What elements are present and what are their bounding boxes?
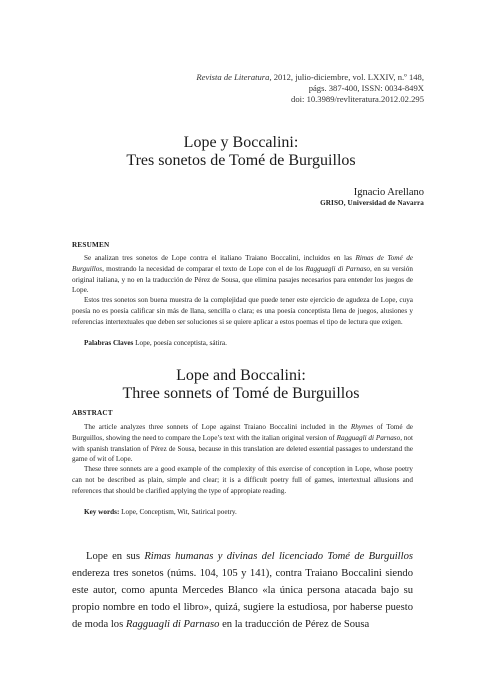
english-title-line-2: Three sonnets of Tomé de Burguillos <box>122 385 360 402</box>
article-title-line-1: Lope y Boccalini: <box>183 134 299 151</box>
journal-doi: doi: 10.3989/revliteratura.2012.02.295 <box>291 94 424 104</box>
abstract-heading: ABSTRACT <box>72 409 113 417</box>
work-title: Ragguagli di Parnaso <box>336 433 401 442</box>
keywords-text: Lope, poesía conceptista, sátira. <box>133 339 227 347</box>
keywords-text: Lope, Conceptism, Wit, Satirical poetry. <box>119 508 237 516</box>
work-title: Ragguagli di Parnaso <box>305 264 370 273</box>
journal-citation-line-1 <box>196 72 424 83</box>
work-title: Rhymes <box>350 423 374 431</box>
keywords-label: Palabras Claves <box>84 339 134 347</box>
keywords-label: Key words: <box>84 508 120 516</box>
journal-pages-issn: págs. 387-400, ISSN: 0034-849X <box>308 83 424 93</box>
journal-issue: 2012, julio-diciembre, vol. LXXIV, n.º 148, <box>271 72 424 82</box>
journal-name: Revista de Literatura, <box>196 72 272 82</box>
article-title-line-2: Tres sonetos de Tomé de Burguillos <box>126 152 356 169</box>
work-title: Ragguagli di Parnaso <box>125 619 220 630</box>
author-name: Ignacio Arellano <box>353 187 424 198</box>
abstract-paragraph-2: These three sonnets are a good example of the complexity of this exercise of conception in Lope, whose poetry can not be described as plain, simple and clear; it is a difficult poetry full of games, intertextual allusions and references that should be clarified applying the type of appropiate reading. <box>72 465 413 495</box>
resumen-keywords <box>72 338 412 348</box>
work-title: Rimas humanas y divinas del licenciado Tomé de Burguillos <box>144 551 413 562</box>
abstract-keywords <box>72 507 412 517</box>
abstract-paragraph-1: The article analyzes three sonnets of Lope against Traiano Boccalini included in the Rhymes of Tomé de Burguillos, showing the need to compare the Lope’s text with the italian original version of Ragguagli di Parnaso, not with spanish translation of Pérez de Sousa, because in this translation are deleted essential passages to understand the game of wit of Lope. <box>72 423 414 464</box>
body-paragraph: Lope en sus Rimas humanas y divinas del licenciado Tomé de Burguillos endereza tres sonetos (núms. 104, 105 y 141), contra Traiano Boccalini siendo este autor, como apunta Mercedes Blanco «la única persona atacada bajo su propio nombre en todo el libro», quizá, sugiere la estudiosa, por haberse puesto de moda los Ragguagli di Parnaso en la traducción de Pérez de Sousa <box>72 551 413 630</box>
resumen-paragraph-2: Estos tres sonetos son buena muestra de la complejidad que puede tener este ejercicio de agudeza de Lope, cuya poesía no es poesía calificar sin más de llana, sencilla o clara; es una poesía conceptista llena de juegos, alusiones y referencias intertextuales que deben ser soluciones si se quiere aplicar a estos poemas el tipo de lectura que exigen. <box>72 296 413 326</box>
author-affiliation: GRISO, Universidad de Navarra <box>320 199 424 207</box>
work-title: Rimas de Tomé de Burguillos <box>72 254 413 273</box>
resumen-heading: RESUMEN <box>72 241 110 249</box>
english-title-line-1: Lope and Boccalini: <box>176 367 306 384</box>
resumen-paragraph-1: Se analizan tres sonetos de Lope contra el italiano Traiano Boccalini, incluidos en las Rimas de Tomé de Burguillos, mostrando la necesidad de comparar el texto de Lope con el de los Ragguagli di Parnaso, en su versión original italiana, y no en la traducción de Pérez de Sousa, que elimina pasajes necesarios para entender los juegos de Lope. <box>72 254 413 295</box>
